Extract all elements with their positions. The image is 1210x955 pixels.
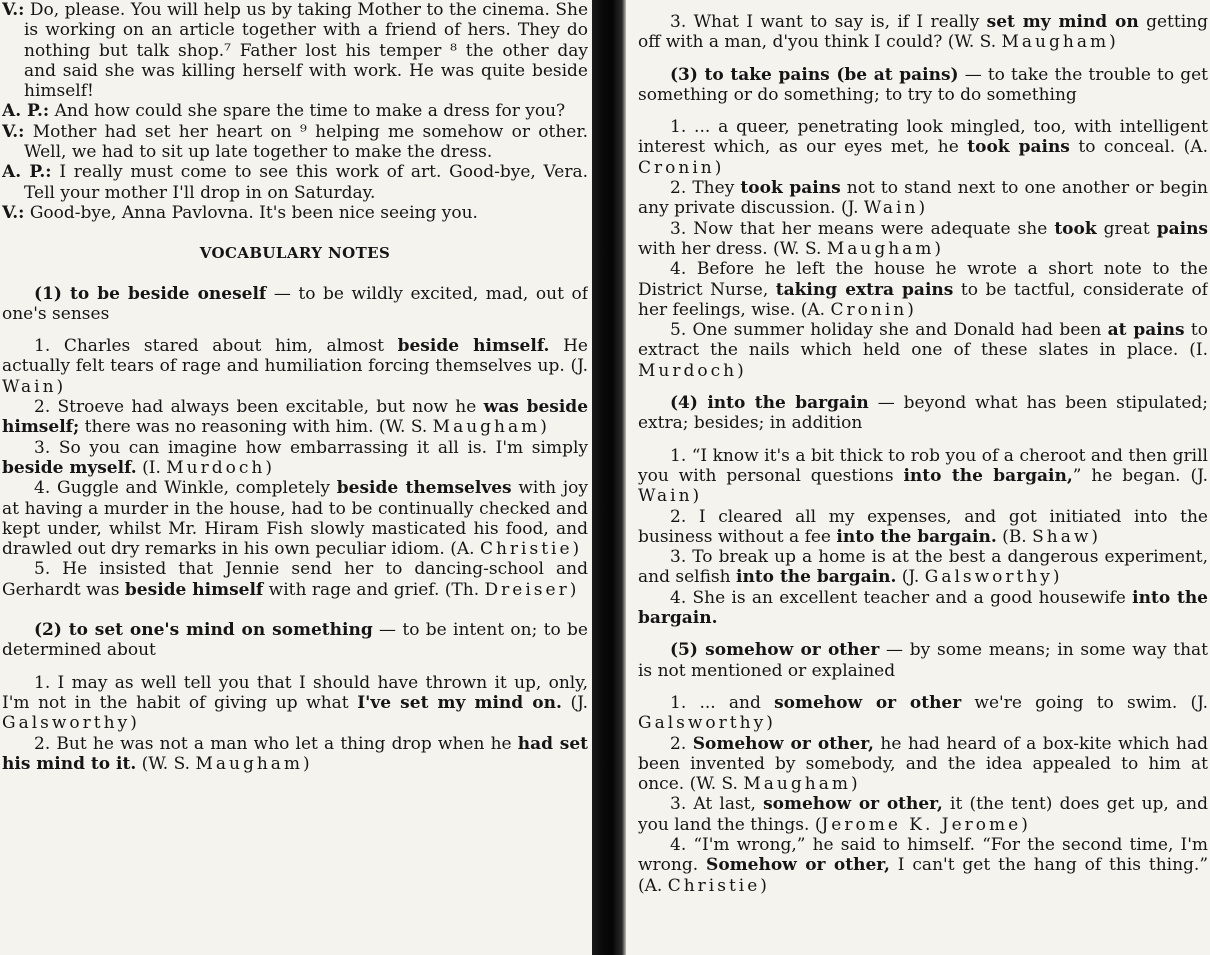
note-entry: (1) to be beside oneself — to be wildly excited, mad, out of one's senses [2,283,588,324]
example: 3. So you can imagine how embarrassing it all is. I'm simply beside myself. (I. Murdoch) [2,437,588,478]
example: 3. At last, somehow or other, it (the tent) does get up, and you land the things. (Jerome K. Jerome) [638,794,1208,835]
example: 2. I cleared all my expenses, and got initiated into the business without a fee into the bargain. (B. Shaw) [638,506,1208,547]
example: 4. “I'm wrong,” he said to himself. “For the second time, I'm wrong. Somehow or other, I can't get the hang of this thing.” (A. Christie) [638,834,1208,896]
section-heading: VOCABULARY NOTES [199,244,391,263]
example: 2. But he was not a man who let a thing drop when he had set his mind to it. (W. S. Maugham) [2,733,588,774]
note-entry: (3) to take pains (be at pains) — to take the trouble to get something or do something; to try to do something [638,64,1208,105]
example: 1. “I know it's a bit thick to rob you of a cheroot and then grill you with personal questions into the bargain,” he began. (J. Wain) [638,445,1208,507]
note-entry: (5) somehow or other — by some means; in some way that is not mentioned or explained [638,640,1208,681]
right-page [638,0,1208,955]
example: 5. One summer holiday she and Donald had been at pains to extract the nails which held one of these slates in place. (I. Murdoch) [638,320,1208,381]
book-gutter [592,0,626,955]
dialogue-line: V.: Good-bye, Anna Pavlovna. It's been nice seeing you. [2,202,478,223]
example: 3. What I want to say is, if I really set my mind on getting off with a man, d'you think I could? (W. S. Maugham) [638,12,1208,53]
example: 1. Charles stared about him, almost beside himself. He actually felt tears of rage and humiliation forcing themselves up. (J. Wain) [2,336,588,397]
left-page [2,0,588,955]
example: 3. To break up a home is at the best a dangerous experiment, and selfish into the bargain. (J. Galsworthy) [638,547,1208,588]
example: 4. Before he left the house he wrote a short note to the District Nurse, taking extra pains to be tactful, considerate of her feelings, wise. (A. Cronin) [638,259,1208,320]
dialogue-line: V.: Do, please. You will help us by taking Mother to the cinema. She is working on an article together with a friend of hers. They do nothing but talk shop.⁷ Father lost his temper ⁸ the other day and said she was killing herself with work. He was quite beside himself! [2,0,588,102]
example: 2. Somehow or other, he had heard of a box-kite which had been invented by somebody, and the idea appealed to him at once. (W. S. Maugham) [638,733,1208,795]
dialogue-line: A. P.: I really must come to see this work of art. Good-bye, Vera. Tell your mother I'll drop in on Saturday. [2,162,588,203]
example: 4. Guggle and Winkle, completely beside themselves with joy at having a murder in the house, had to be continually checked and kept under, whilst Mr. Hiram Fish slowly masticated his food, and drawled out dry remarks in his own peculiar idiom. (A. Christie) [2,478,588,560]
example: 2. Stroeve had always been excitable, but now he was beside himself; there was no reasoning with him. (W. S. Maugham) [2,397,588,438]
note-entry: (4) into the bargain — beyond what has been stipulated; extra; besides; in addition [638,393,1208,434]
example: 4. She is an excellent teacher and a good housewife into the bargain. [638,587,1208,629]
example: 2. They took pains not to stand next to one another or begin any private discussion. (J. Wain) [638,178,1208,219]
example: 1. ... a queer, penetrating look mingled, too, with intelligent interest which, as our eyes met, he took pains to conceal. (A. Cronin) [638,117,1208,178]
dialogue-line: A. P.: And how could she spare the time to make a dress for you? [2,101,566,122]
note-entry: (2) to set one's mind on something — to be intent on; to be determined about [2,620,588,661]
example: 5. He insisted that Jennie send her to dancing-school and Gerhardt was beside himself with rage and grief. (Th. Dreiser) [2,559,588,600]
example: 1. ... and somehow or other we're going to swim. (J. Galsworthy) [638,692,1208,734]
example: 3. Now that her means were adequate she took great pains with her dress. (W. S. Maugham) [638,218,1208,259]
example: 1. I may as well tell you that I should have thrown it up, only, I'm not in the habit of giving up what I've set my mind on. (J. Galsworthy) [2,672,588,734]
dialogue-line: V.: Mother had set her heart on ⁹ helping me somehow or other. Well, we had to sit up late together to make the dress. [2,121,588,163]
